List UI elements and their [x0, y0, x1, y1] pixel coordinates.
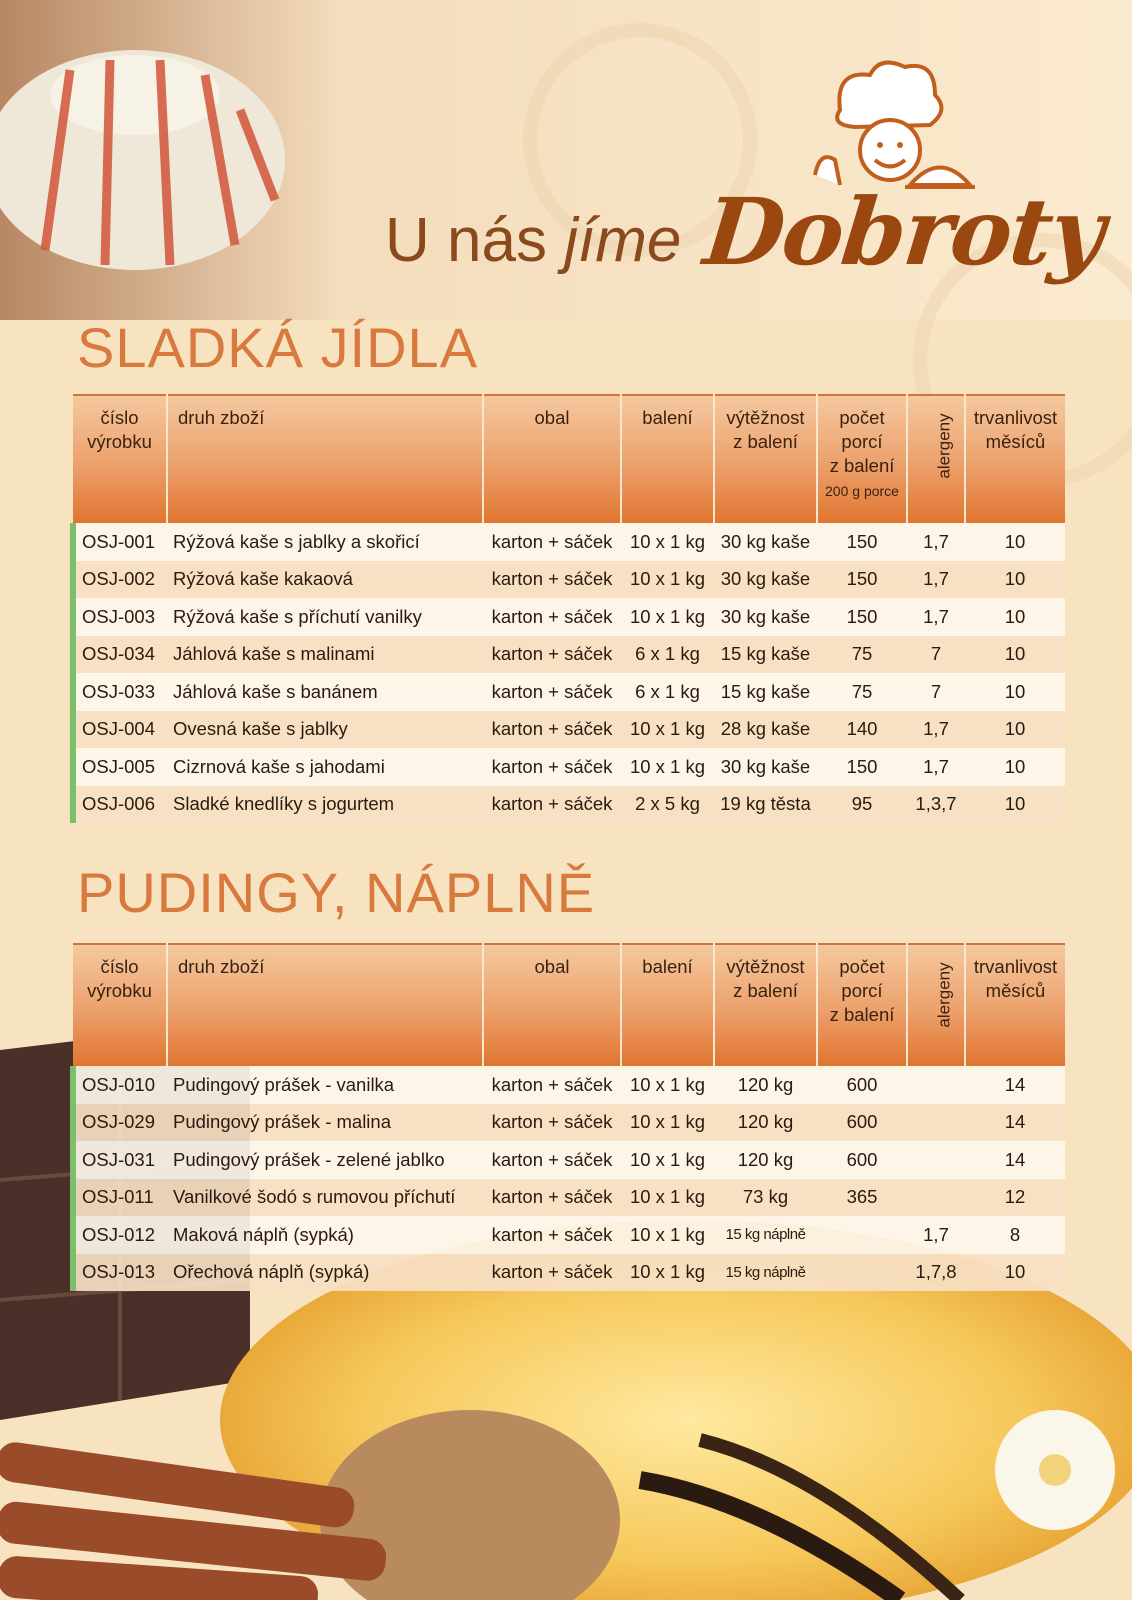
- cell-allergens: [907, 1141, 965, 1179]
- table-header: [73, 944, 1065, 1066]
- puddings-table: [70, 943, 1065, 1291]
- cell-pack: 10 x 1 kg: [629, 1261, 706, 1283]
- col-shelf-life: trvanlivost měsíců: [965, 944, 1065, 1066]
- col-allergens: alergeny: [907, 944, 965, 1066]
- cell-yield: 120 kg: [737, 1111, 794, 1133]
- cell-allergens: [907, 1179, 965, 1217]
- cell-allergens: 1,7: [923, 718, 949, 740]
- cell-code: OSJ-029: [73, 1104, 167, 1142]
- cell-yield: 15 kg kaše: [720, 680, 811, 702]
- cell-name: Cizrnová kaše s jahodami: [173, 755, 385, 777]
- cell-pack: 6 x 1 kg: [635, 643, 700, 665]
- cell-pack: 2 x 5 kg: [635, 793, 700, 815]
- cell-portions: 600: [846, 1148, 878, 1170]
- cell-pack: 10 x 1 kg: [629, 1111, 706, 1133]
- headline-prefix: U nás: [385, 206, 547, 275]
- cell-name: Rýžová kaše kakaová: [173, 568, 353, 590]
- cell-yield: 120 kg: [737, 1148, 794, 1170]
- table-row: [73, 523, 1065, 561]
- cell-name: Vanilkové šodó s rumovou příchutí: [173, 1186, 456, 1208]
- table-row: [73, 1104, 1065, 1142]
- cell-shelf-life: 12: [1004, 1186, 1026, 1208]
- cell-shelf-life: 10: [1004, 605, 1026, 627]
- cell-name: Sladké knedlíky s jogurtem: [173, 793, 395, 815]
- cell-packaging: karton + sáček: [491, 1148, 613, 1170]
- cell-portions: 150: [846, 755, 878, 777]
- cell-packaging: karton + sáček: [491, 605, 613, 627]
- cell-shelf-life: 8: [1009, 1223, 1021, 1245]
- cell-yield: 73 kg: [742, 1186, 789, 1208]
- cell-name: Ořechová náplň (sypká): [173, 1261, 370, 1283]
- cell-portions: [817, 1254, 907, 1292]
- cell-portions: 95: [851, 793, 873, 815]
- cell-yield: 15 kg náplně: [725, 1263, 806, 1281]
- cell-code: OSJ-002: [73, 561, 167, 599]
- cell-portions: 365: [846, 1186, 878, 1208]
- cell-portions: 75: [851, 643, 873, 665]
- cell-packaging: karton + sáček: [491, 1186, 613, 1208]
- cell-code: OSJ-013: [73, 1254, 167, 1292]
- cell-packaging: karton + sáček: [491, 530, 613, 552]
- cell-shelf-life: 10: [1004, 718, 1026, 740]
- col-yield: výtěžnost z balení: [714, 395, 817, 523]
- cell-shelf-life: 14: [1004, 1148, 1026, 1170]
- col-packaging: obal: [483, 395, 621, 523]
- cell-code: OSJ-001: [73, 523, 167, 561]
- col-shelf-life: trvanlivost měsíců: [965, 395, 1065, 523]
- cell-code: OSJ-011: [73, 1179, 167, 1217]
- cell-shelf-life: 10: [1004, 680, 1026, 702]
- cell-pack: 10 x 1 kg: [629, 530, 706, 552]
- cell-code: OSJ-005: [73, 748, 167, 786]
- table-header: [73, 395, 1065, 523]
- table-row: [73, 673, 1065, 711]
- cell-yield: 30 kg kaše: [720, 530, 811, 552]
- cell-name: Pudingový prášek - zelené jablko: [173, 1148, 445, 1170]
- cell-portions: 150: [846, 530, 878, 552]
- cell-portions: 600: [846, 1111, 878, 1133]
- cell-packaging: karton + sáček: [491, 643, 613, 665]
- cell-pack: 10 x 1 kg: [629, 755, 706, 777]
- cell-yield: 15 kg kaše: [720, 643, 811, 665]
- cell-shelf-life: 10: [1004, 568, 1026, 590]
- cell-pack: 10 x 1 kg: [629, 1223, 706, 1245]
- cell-packaging: karton + sáček: [491, 568, 613, 590]
- cell-allergens: 1,7: [923, 1223, 949, 1245]
- cell-name: Pudingový prášek - malina: [173, 1111, 391, 1133]
- cell-yield: 30 kg kaše: [720, 605, 811, 627]
- cell-shelf-life: 10: [1004, 755, 1026, 777]
- table-row: [73, 1141, 1065, 1179]
- cell-portions: 75: [851, 680, 873, 702]
- cell-allergens: 1,7: [923, 530, 949, 552]
- cell-allergens: [907, 1066, 965, 1104]
- table-row: [73, 1179, 1065, 1217]
- cell-yield: 15 kg náplně: [725, 1226, 806, 1244]
- cell-packaging: karton + sáček: [491, 718, 613, 740]
- cell-allergens: 1,7: [923, 605, 949, 627]
- table-row: [73, 786, 1065, 824]
- headline-italic: jíme: [564, 206, 682, 275]
- cell-shelf-life: 14: [1004, 1073, 1026, 1095]
- cell-name: Rýžová kaše s příchutí vanilky: [173, 605, 422, 627]
- cell-pack: 10 x 1 kg: [629, 1073, 706, 1095]
- cell-name: Jáhlová kaše s banánem: [173, 680, 378, 702]
- table-row: [73, 1066, 1065, 1104]
- cell-name: Rýžová kaše s jablky a skořicí: [173, 530, 420, 552]
- col-pack: balení: [621, 395, 714, 523]
- cell-shelf-life: 10: [1004, 1261, 1026, 1283]
- cell-code: OSJ-004: [73, 711, 167, 749]
- cell-pack: 10 x 1 kg: [629, 718, 706, 740]
- cell-allergens: 7: [930, 680, 942, 702]
- col-portions: počet porcí z balení: [817, 944, 907, 1066]
- col-packaging: obal: [483, 944, 621, 1066]
- cell-code: OSJ-012: [73, 1216, 167, 1254]
- cell-allergens: 1,3,7: [915, 793, 957, 815]
- cell-code: OSJ-006: [73, 786, 167, 824]
- cell-portions: 150: [846, 568, 878, 590]
- col-name: druh zboží: [167, 944, 483, 1066]
- cell-allergens: 7: [930, 643, 942, 665]
- table-row: [73, 561, 1065, 599]
- cell-code: OSJ-003: [73, 598, 167, 636]
- col-code: číslo výrobku: [87, 407, 152, 452]
- cell-shelf-life: 14: [1004, 1111, 1026, 1133]
- cell-packaging: karton + sáček: [491, 793, 613, 815]
- cell-portions: 150: [846, 605, 878, 627]
- cell-portions: 140: [846, 718, 878, 740]
- table-row: [73, 1216, 1065, 1254]
- col-name: druh zboží: [167, 395, 483, 523]
- cell-pack: 10 x 1 kg: [629, 1186, 706, 1208]
- cell-yield: 19 kg těsta: [720, 793, 811, 815]
- col-code: číslo výrobku: [87, 956, 152, 1001]
- cell-name: Maková náplň (sypká): [173, 1223, 354, 1245]
- table-row: [73, 711, 1065, 749]
- table-row: [73, 598, 1065, 636]
- table-row: [73, 748, 1065, 786]
- section-title-sweet: SLADKÁ JÍDLA: [77, 316, 479, 379]
- col-portions: počet porcí z balení 200 g porce: [817, 395, 907, 523]
- cell-packaging: karton + sáček: [491, 1073, 613, 1095]
- cell-code: OSJ-033: [73, 673, 167, 711]
- cell-allergens: [907, 1104, 965, 1142]
- table-row: [73, 636, 1065, 674]
- cell-code: OSJ-031: [73, 1141, 167, 1179]
- col-yield: výtěžnost z balení: [714, 944, 817, 1066]
- cell-packaging: karton + sáček: [491, 1261, 613, 1283]
- table-row: [73, 1254, 1065, 1292]
- cell-packaging: karton + sáček: [491, 755, 613, 777]
- cell-allergens: 1,7: [923, 755, 949, 777]
- brand-logo-text: Dobroty: [699, 178, 1108, 286]
- cell-yield: 30 kg kaše: [720, 568, 811, 590]
- cell-packaging: karton + sáček: [491, 680, 613, 702]
- cell-portions: [817, 1216, 907, 1254]
- cell-name: Pudingový prášek - vanilka: [173, 1073, 395, 1095]
- cell-name: Ovesná kaše s jablky: [173, 718, 348, 740]
- cell-allergens: 1,7: [923, 568, 949, 590]
- cell-yield: 120 kg: [737, 1073, 794, 1095]
- cell-shelf-life: 10: [1004, 643, 1026, 665]
- cell-name: Jáhlová kaše s malinami: [173, 643, 375, 665]
- cell-yield: 30 kg kaše: [720, 755, 811, 777]
- cell-pack: 10 x 1 kg: [629, 605, 706, 627]
- cell-portions: 600: [846, 1073, 878, 1095]
- cell-pack: 10 x 1 kg: [629, 568, 706, 590]
- sweet-dishes-table: [70, 394, 1065, 823]
- cell-pack: 10 x 1 kg: [629, 1148, 706, 1170]
- col-pack: balení: [621, 944, 714, 1066]
- section-title-puddings: PUDINGY, NÁPLNĚ: [77, 861, 596, 924]
- cell-allergens: 1,7,8: [915, 1261, 957, 1283]
- cell-code: OSJ-010: [73, 1066, 167, 1104]
- cell-shelf-life: 10: [1004, 530, 1026, 552]
- headline: [385, 205, 681, 276]
- cell-packaging: karton + sáček: [491, 1111, 613, 1133]
- cell-pack: 6 x 1 kg: [635, 680, 700, 702]
- cell-yield: 28 kg kaše: [720, 718, 811, 740]
- cell-code: OSJ-034: [73, 636, 167, 674]
- cell-packaging: karton + sáček: [491, 1223, 613, 1245]
- cell-shelf-life: 10: [1004, 793, 1026, 815]
- col-allergens: alergeny: [907, 395, 965, 523]
